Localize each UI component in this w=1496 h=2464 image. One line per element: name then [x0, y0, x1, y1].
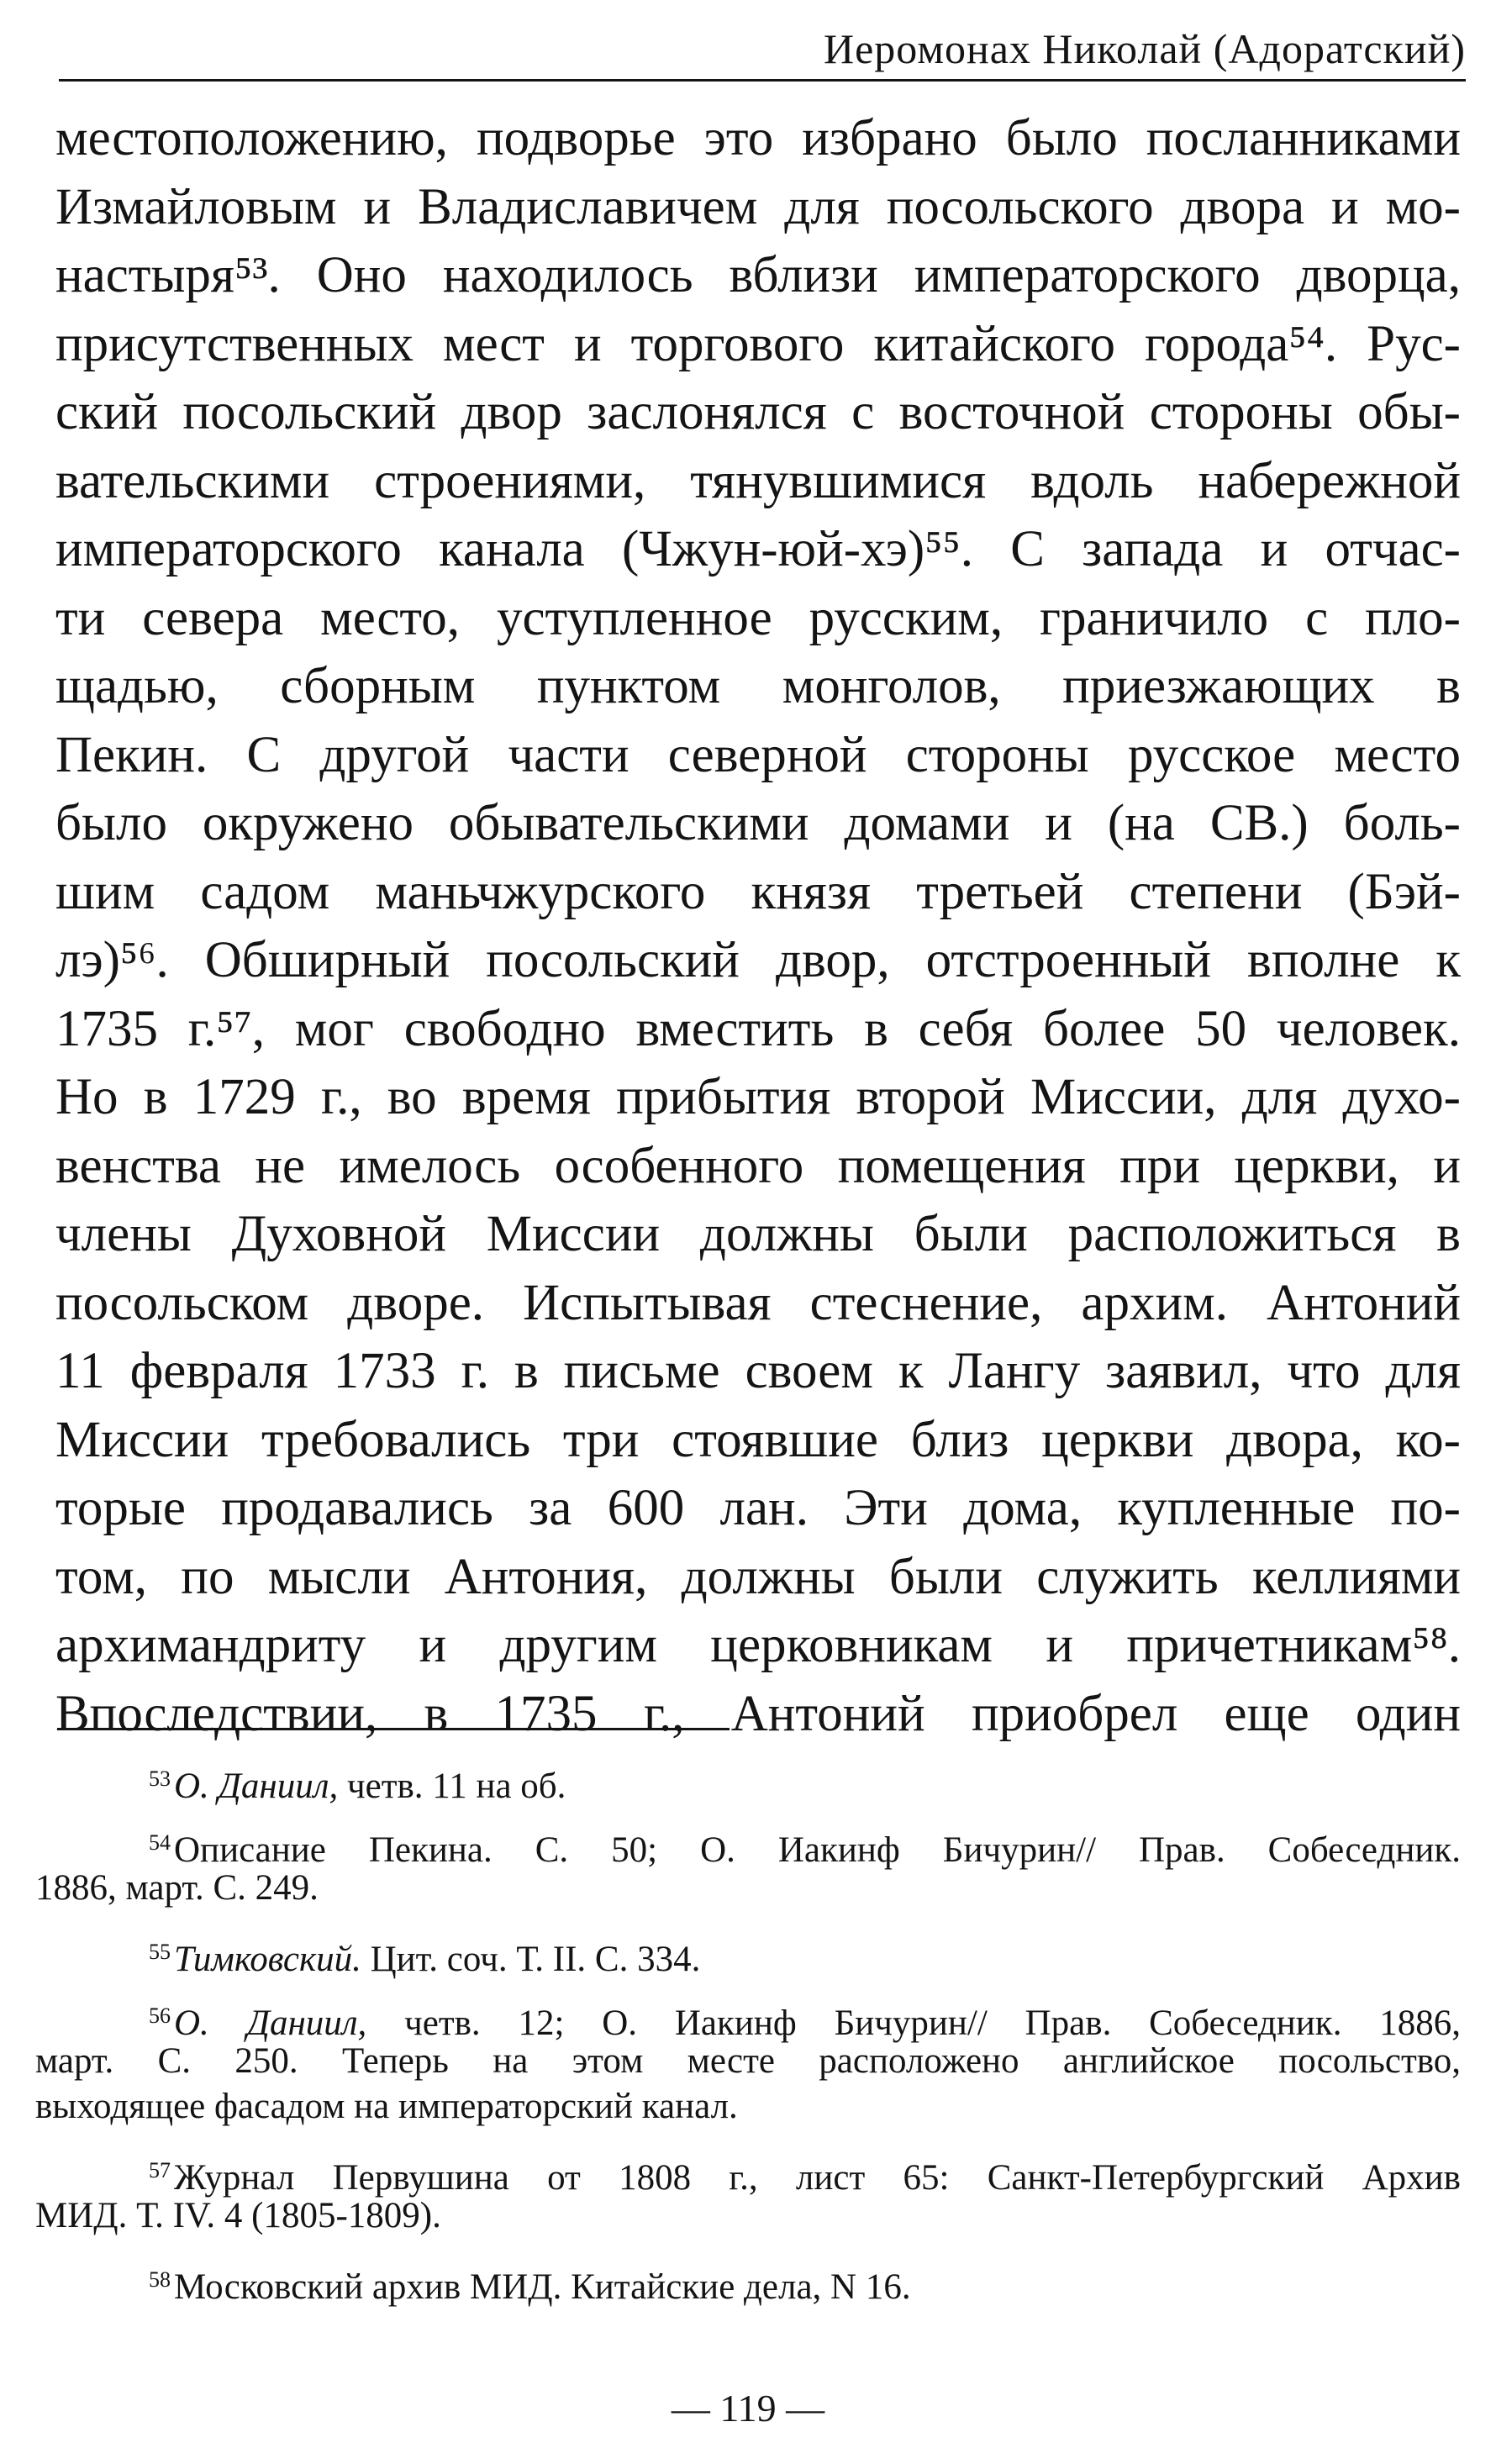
footnote-number: 58 — [149, 2267, 171, 2292]
running-header: Иеромонах Николай (Адоратский) — [823, 25, 1466, 72]
footnote-number: 54 — [149, 1830, 171, 1855]
body-line: шим садом маньчжурского князя третьей степени (Бэй- — [55, 863, 1461, 920]
footnote-text: Журнал Первушина от 1808 г., лист 65: Санкт-Петербургский Архив — [174, 2158, 1461, 2198]
body-line: торые продавались за 600 лан. Эти дома, купленные по- — [55, 1480, 1461, 1536]
body-line: было окружено обывательскими домами и (на СВ.) боль- — [55, 795, 1461, 851]
footnote-number: 55 — [149, 1940, 171, 1964]
footnotes — [35, 1756, 1461, 2307]
body-line: ский посольский двор заслонялся с восточной стороны обы- — [55, 384, 1461, 440]
footnote-56 — [35, 1993, 1461, 2043]
footnote-57-cont: МИД. Т. IV. 4 (1805-1809). — [35, 2196, 441, 2235]
footnote-54-cont: 1886, март. С. 249. — [35, 1868, 319, 1908]
body-line: архимандриту и другим церковникам и причетникам⁵⁸. — [55, 1617, 1461, 1673]
page-number: — 119 — — [671, 2387, 825, 2430]
footnote-rule — [57, 1728, 730, 1730]
body-line: 1735 г.⁵⁷, мог свободно вместить в себя более 50 человек. — [55, 1000, 1461, 1057]
body-line: посольском дворе. Испытывая стеснение, архим. Антоний — [55, 1274, 1461, 1331]
body-line: ти севера место, уступленное русским, граничило с пло- — [55, 589, 1461, 646]
footnote-57 — [35, 2148, 1461, 2198]
footnote-text: Московский архив МИД. Китайские дела, N 16. — [174, 2267, 911, 2307]
footnote-text: Описание Пекина. С. 50; О. Иакинф Бичурин// Прав. Собеседник. — [174, 1830, 1461, 1870]
footnote-text: четв. 11 на об. — [338, 1766, 566, 1806]
body-line: Измайловым и Владиславичем для посольского двора и мо- — [55, 178, 1461, 235]
body-line: 11 февраля 1733 г. в письме своем к Лангу заявил, что для — [55, 1343, 1461, 1399]
body-line: местоположению, подворье это избрано было посланниками — [55, 110, 1461, 166]
footnote-number: 53 — [149, 1766, 171, 1791]
header-rule — [59, 79, 1466, 82]
body-line: Пекин. С другой части северной стороны русское место — [55, 726, 1461, 783]
footnote-text: Цит. соч. Т. II. С. 334. — [361, 1940, 701, 1979]
body-line: вательскими строениями, тянувшимися вдоль набережной — [55, 452, 1461, 509]
footnote-53 — [35, 1756, 1461, 1806]
body-line: Миссии требовались три стоявшие близ церкви двора, ко- — [55, 1411, 1461, 1468]
body-line: лэ)⁵⁶. Обширный посольский двор, отстроенный вполне к — [55, 932, 1461, 988]
body-line: венства не имелось особенного помещения при церкви, и — [55, 1137, 1461, 1194]
body-line: том, по мысли Антония, должны были служить келлиями — [55, 1548, 1461, 1605]
footnote-author: О. Даниил, — [174, 1766, 339, 1806]
body-text — [55, 104, 1461, 1748]
body-line: настыря⁵³. Оно находилось вблизи императорского дворца, — [55, 247, 1461, 303]
footnote-54 — [35, 1820, 1461, 1870]
footnote-author: Тимковский. — [174, 1940, 361, 1979]
footnote-58 — [35, 2257, 1461, 2307]
footnote-text: четв. 12; О. Иакинф Бичурин// Прав. Собеседник. 1886, — [366, 2003, 1461, 2043]
body-line: члены Духовной Миссии должны были расположиться в — [55, 1206, 1461, 1262]
footnote-number: 56 — [149, 2003, 171, 2028]
footnote-56-cont: выходящее фасадом на императорский канал. — [35, 2087, 738, 2126]
footnote-55 — [35, 1930, 1461, 1979]
footnote-number: 57 — [149, 2158, 171, 2182]
body-line: Но в 1729 г., во время прибытия второй Миссии, для духо- — [55, 1069, 1461, 1125]
footnote-56-cont: март. С. 250. Теперь на этом месте расположено английское посольство, — [35, 2041, 1461, 2081]
body-line: императорского канала (Чжун-юй-хэ)⁵⁵. С запада и отчас- — [55, 521, 1461, 577]
body-line: присутственных мест и торгового китайского города⁵⁴. Рус- — [55, 315, 1461, 372]
footnote-author: О. Даниил, — [174, 2003, 367, 2043]
body-line: Впоследствии, в 1735 г., Антоний приобрел еще один — [55, 1685, 1461, 1742]
body-line: щадью, сборным пунктом монголов, приезжающих в — [55, 658, 1461, 714]
